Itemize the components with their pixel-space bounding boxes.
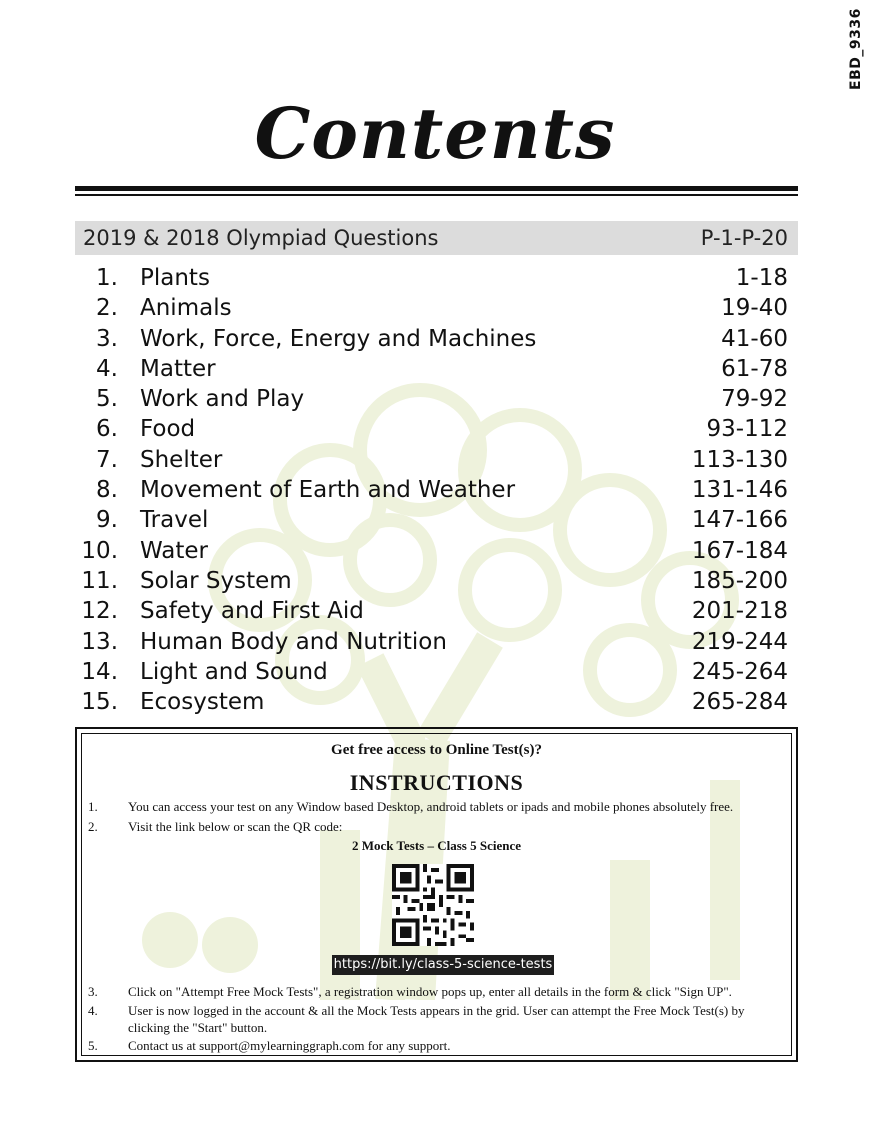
- book-code: EBD_9336: [848, 8, 864, 90]
- instruction-text: Click on "Attempt Free Mock Tests", a registration window pops up, enter all details in the form & click "Sign UP".: [128, 984, 732, 999]
- chapter-number: 6.: [96, 416, 118, 443]
- chapter-number: 2.: [96, 295, 118, 322]
- instruction-number: 1.: [88, 799, 98, 814]
- chapter-name: Travel: [140, 507, 209, 534]
- chapter-pages: 41-60: [721, 325, 788, 352]
- olympiad-pages: P-1-P-20: [700, 226, 788, 250]
- chapter-number: 12.: [81, 598, 118, 625]
- chapter-number: 4.: [96, 355, 118, 382]
- olympiad-row: [75, 221, 798, 255]
- online-test-question: Get free access to Online Test(s)?: [331, 742, 542, 758]
- chapter-name: Shelter: [140, 446, 223, 473]
- chapter-number: 8.: [96, 477, 118, 504]
- title-rule-thin: [75, 194, 798, 196]
- qr-code-image[interactable]: [392, 864, 474, 946]
- chapter-row: [75, 445, 798, 475]
- chapter-name: Ecosystem: [140, 689, 265, 716]
- chapter-number: 3.: [96, 325, 118, 352]
- chapter-row: [75, 324, 798, 354]
- chapter-name: Work and Play: [140, 386, 305, 413]
- chapter-pages: 61-78: [721, 355, 788, 382]
- chapter-number: 1.: [96, 265, 118, 291]
- chapter-row: [75, 687, 798, 717]
- chapter-row: [75, 354, 798, 384]
- online-test-box: [75, 727, 798, 1062]
- chapter-pages: 19-40: [721, 295, 788, 322]
- chapter-pages: 1-18: [735, 265, 788, 291]
- chapter-row: [75, 596, 798, 626]
- chapter-name: Animals: [140, 295, 232, 322]
- chapter-name: Human Body and Nutrition: [140, 628, 447, 655]
- test-link[interactable]: https://bit.ly/class-5-science-tests: [332, 955, 554, 975]
- chapter-name: Water: [140, 537, 208, 564]
- chapter-row: [75, 384, 798, 414]
- chapter-pages: 265-284: [691, 689, 788, 716]
- title-rule-thick: [75, 186, 798, 191]
- chapter-pages: 113-130: [691, 446, 788, 473]
- olympiad-label: 2019 & 2018 Olympiad Questions: [83, 226, 439, 250]
- chapter-number: 10.: [81, 537, 118, 564]
- instruction-number: 3.: [88, 984, 98, 999]
- instruction-text: Contact us at support@mylearninggraph.com for any support.: [128, 1038, 451, 1053]
- chapter-name: Safety and First Aid: [140, 598, 364, 625]
- chapter-number: 13.: [81, 628, 118, 655]
- instruction-number: 2.: [88, 819, 98, 834]
- chapter-row: [75, 414, 798, 444]
- chapter-name: Movement of Earth and Weather: [140, 477, 516, 504]
- chapter-number: 9.: [96, 507, 118, 534]
- instruction-text: User is now logged in the account & all the Mock Tests appears in the grid. User can attempt the Free Mock Test(s) by clicking the "Start" button.: [128, 1003, 745, 1035]
- contents-list: [75, 263, 798, 717]
- chapter-row: [75, 657, 798, 687]
- chapter-pages: 93-112: [706, 416, 788, 443]
- chapter-number: 15.: [81, 689, 118, 716]
- chapter-name: Solar System: [140, 567, 292, 594]
- instruction-number: 5.: [88, 1038, 98, 1053]
- chapter-pages: 245-264: [691, 658, 788, 685]
- chapter-name: Light and Sound: [140, 658, 328, 685]
- chapter-name: Plants: [140, 265, 210, 291]
- chapter-pages: 79-92: [721, 386, 788, 413]
- chapter-number: 7.: [96, 446, 118, 473]
- page-title: Contents: [254, 92, 616, 175]
- chapter-pages: 201-218: [691, 598, 788, 625]
- chapter-pages: 131-146: [691, 477, 788, 504]
- chapter-name: Matter: [140, 355, 216, 382]
- chapter-number: 5.: [96, 386, 118, 413]
- chapter-row: [75, 475, 798, 505]
- instruction-text: Visit the link below or scan the QR code:: [128, 819, 343, 834]
- chapter-pages: 185-200: [691, 567, 788, 594]
- chapter-pages: 167-184: [691, 537, 788, 564]
- chapter-row: [75, 627, 798, 657]
- online-test-box-inner: [81, 733, 792, 1056]
- chapter-number: 14.: [81, 658, 118, 685]
- chapter-pages: 219-244: [691, 628, 788, 655]
- chapter-row: [75, 263, 798, 293]
- chapter-pages: 147-166: [691, 507, 788, 534]
- instruction-number: 4.: [88, 1003, 98, 1018]
- chapter-row: [75, 293, 798, 323]
- mock-tests-label: 2 Mock Tests – Class 5 Science: [352, 838, 521, 853]
- chapter-row: [75, 566, 798, 596]
- instructions-heading: INSTRUCTIONS: [349, 770, 524, 795]
- chapter-number: 11.: [81, 567, 118, 594]
- chapter-row: [75, 505, 798, 535]
- chapter-name: Food: [140, 416, 196, 443]
- chapter-row: [75, 536, 798, 566]
- instruction-text: You can access your test on any Window based Desktop, android tablets or ipads and mobile phones absolutely free.: [128, 799, 734, 814]
- chapter-name: Work, Force, Energy and Machines: [140, 325, 537, 352]
